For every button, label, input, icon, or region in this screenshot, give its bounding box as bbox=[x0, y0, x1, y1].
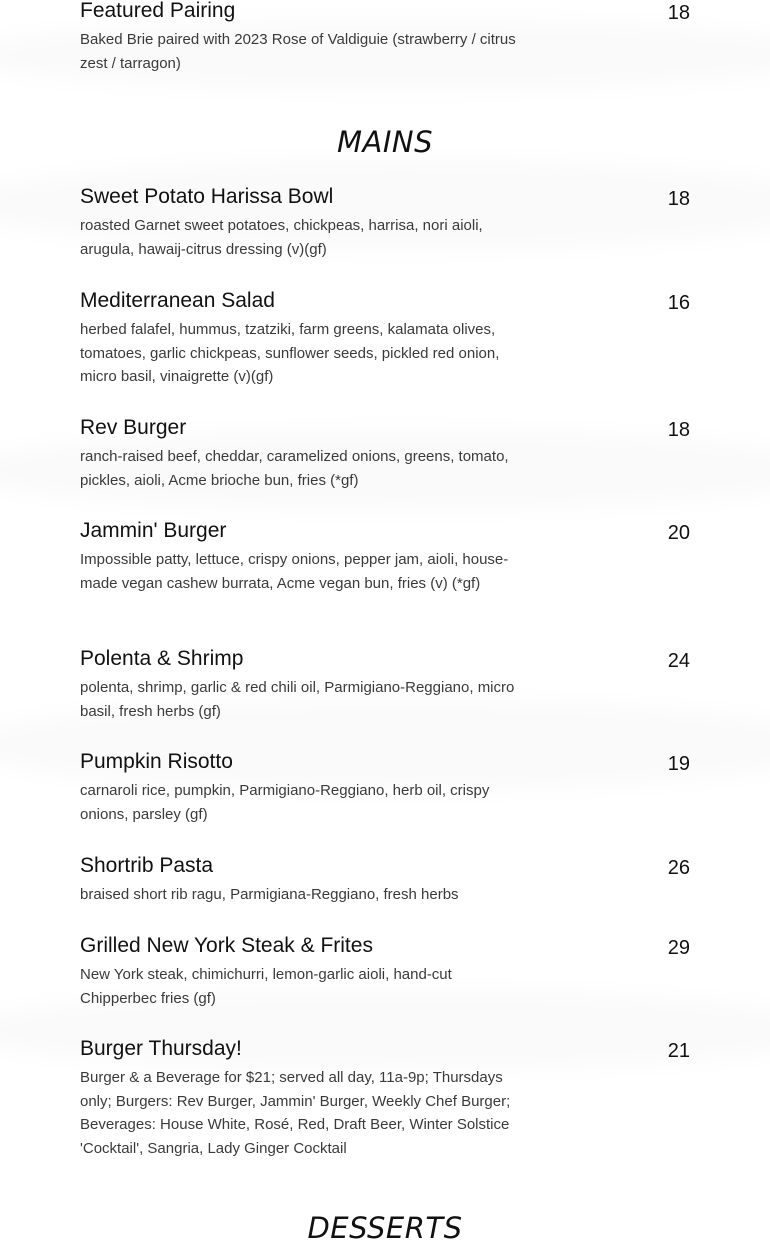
menu-item-description: ranch-raised beef, cheddar, caramelized onions, greens, tomato, pickles, aioli, Acme brioche bun, fries (*gf) bbox=[80, 448, 509, 489]
menu-item-description: Burger & a Beverage for $21; served all day, 11a-9p; Thursdays only; Burgers: Rev Burger, Jammin' Burger, Weekly Chef Burger; Beverages: House White, Rosé, Red, Draft Beer, Winter Solstice 'Cocktail', Sangria, Lady Ginger Cocktail bbox=[80, 1069, 511, 1157]
menu-item-description: polenta, shrimp, garlic & red chili oil, Parmigiano-Reggiano, micro basil, fresh herbs (gf) bbox=[80, 679, 515, 720]
menu-item-description: Baked Brie paired with 2023 Rose of Valdiguie (strawberry / citrus zest / tarragon) bbox=[80, 31, 516, 72]
menu-item-price: 16 bbox=[667, 292, 690, 314]
menu-item-name: Mediterranean Salad bbox=[80, 289, 275, 312]
menu-item-price: 20 bbox=[667, 522, 690, 544]
menu-item-description: Impossible patty, lettuce, crispy onions, pepper jam, aioli, house-made vegan cashew burrata, Acme vegan bun, fries (v) (*gf) bbox=[80, 551, 509, 592]
menu-item-price: 18 bbox=[667, 419, 690, 441]
menu-item-description: carnaroli rice, pumpkin, Parmigiano-Reggiano, herb oil, crispy onions, parsley (gf) bbox=[80, 782, 490, 823]
section-title-mains: MAINS bbox=[336, 125, 433, 159]
menu-item-name: Burger Thursday! bbox=[80, 1037, 242, 1060]
menu-item-description: roasted Garnet sweet potatoes, chickpeas, harrisa, nori aioli, arugula, hawaij-citrus dressing (v)(gf) bbox=[80, 217, 483, 258]
menu-item-name: Grilled New York Steak & Frites bbox=[80, 934, 373, 957]
menu-item-name: Shortrib Pasta bbox=[80, 854, 214, 877]
menu-item-price: 19 bbox=[667, 753, 690, 775]
menu-item-name: Featured Pairing bbox=[80, 0, 236, 22]
menu-item-description: herbed falafel, hummus, tzatziki, farm greens, kalamata olives, tomatoes, garlic chickpeas, sunflower seeds, pickled red onion, micro basil, vinaigrette (v)(gf) bbox=[80, 321, 500, 385]
menu-item-name: Rev Burger bbox=[80, 416, 187, 439]
menu-item-price: 21 bbox=[667, 1040, 690, 1062]
menu-item-name: Sweet Potato Harissa Bowl bbox=[80, 185, 334, 208]
menu-item-name: Polenta & Shrimp bbox=[80, 647, 244, 670]
menu-item-price: 26 bbox=[667, 857, 690, 879]
menu-item-name: Pumpkin Risotto bbox=[80, 750, 233, 773]
menu-item-description: braised short rib ragu, Parmigiana-Reggiano, fresh herbs bbox=[80, 886, 459, 903]
menu-item-price: 18 bbox=[667, 2, 690, 24]
section-title-desserts: DESSERTS bbox=[307, 1211, 463, 1245]
menu-item-description: New York steak, chimichurri, lemon-garlic aioli, hand-cut Chipperbec fries (gf) bbox=[80, 966, 452, 1007]
menu-item-price: 18 bbox=[667, 188, 690, 210]
menu-item-price: 24 bbox=[667, 650, 690, 672]
menu-item-price: 29 bbox=[667, 937, 690, 959]
menu-item-name: Jammin' Burger bbox=[80, 519, 227, 542]
